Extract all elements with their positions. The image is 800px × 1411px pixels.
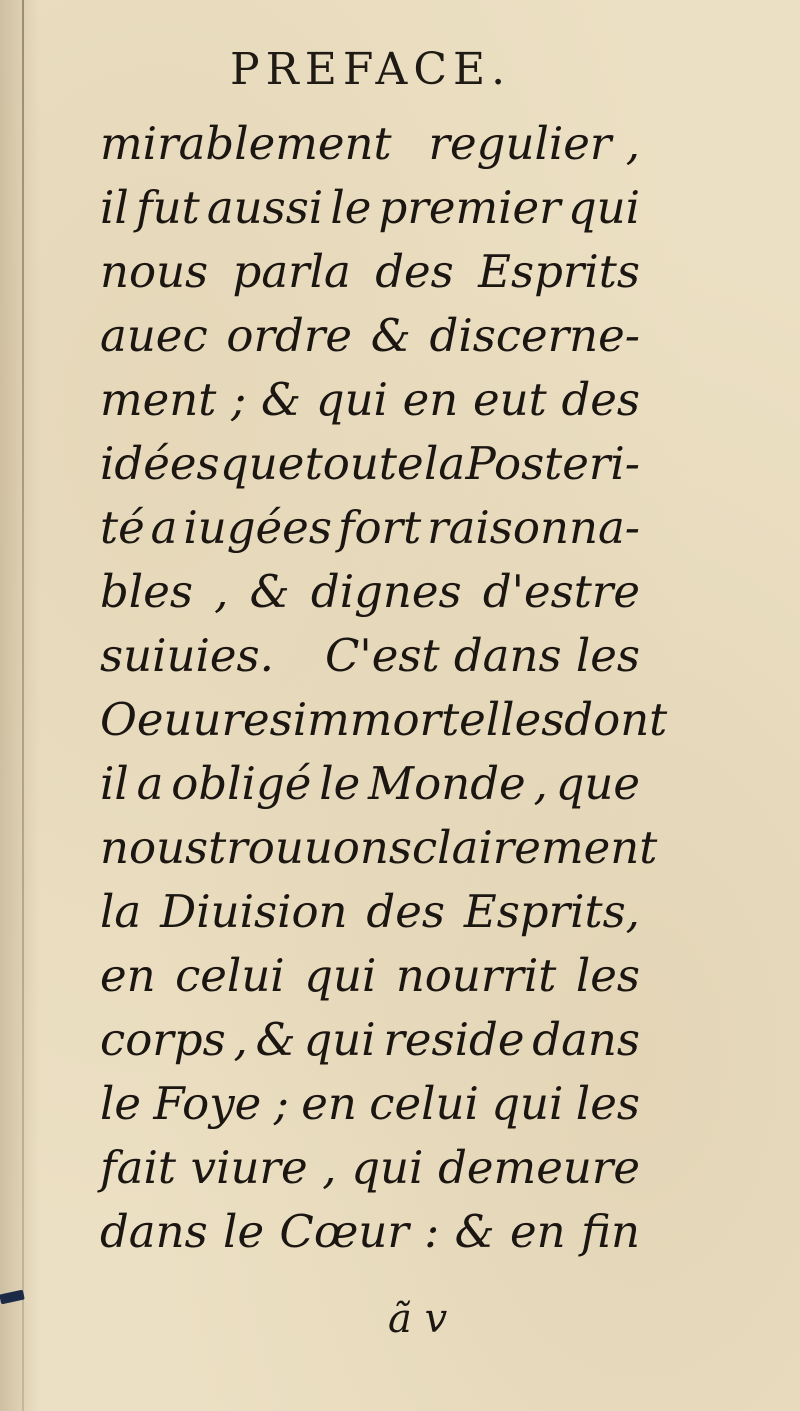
text-line-segment: C'est dans les bbox=[324, 629, 640, 682]
text-line bbox=[100, 496, 640, 560]
text-word: & bbox=[454, 1205, 495, 1258]
text-line bbox=[100, 368, 640, 432]
text-word: viure bbox=[190, 1141, 308, 1194]
text-word: nourrit bbox=[395, 949, 557, 1002]
text-word: & bbox=[255, 1013, 296, 1066]
text-word: ordre bbox=[226, 309, 352, 362]
text-word: que bbox=[555, 757, 640, 810]
text-word: , bbox=[233, 1013, 248, 1066]
text-line-segment: suiuies. bbox=[100, 629, 274, 682]
text-word: d'estre bbox=[482, 565, 640, 618]
text-line bbox=[100, 560, 640, 624]
text-word: nous bbox=[100, 821, 209, 874]
text-line bbox=[100, 1008, 640, 1072]
text-word: fort bbox=[337, 501, 422, 554]
text-line bbox=[100, 1136, 640, 1200]
text-word: a bbox=[136, 757, 164, 810]
text-word: reside bbox=[383, 1013, 525, 1066]
text-word: le bbox=[223, 1205, 265, 1258]
text-word: dans bbox=[100, 1205, 208, 1258]
text-word: qui bbox=[351, 1141, 424, 1194]
text-line bbox=[100, 112, 640, 176]
text-word: nous bbox=[100, 245, 209, 298]
text-word: qui bbox=[304, 949, 377, 1002]
text-word: Monde bbox=[368, 757, 526, 810]
text-word: auec bbox=[100, 309, 208, 362]
text-word: raisonna- bbox=[427, 501, 640, 554]
text-word: celui bbox=[175, 949, 285, 1002]
text-word: il bbox=[100, 757, 129, 810]
text-line bbox=[100, 816, 658, 880]
text-word: Oeuures bbox=[100, 693, 293, 746]
text-word: en bbox=[402, 373, 459, 426]
text-word: Diuision bbox=[160, 885, 348, 938]
text-word: parla bbox=[232, 245, 351, 298]
text-word: ; bbox=[273, 1077, 289, 1130]
text-line bbox=[100, 752, 640, 816]
text-word: qui bbox=[315, 373, 388, 426]
text-word: & bbox=[370, 309, 411, 362]
text-word: , bbox=[322, 1141, 337, 1194]
text-word: fin bbox=[581, 1205, 640, 1258]
text-word: trouuons bbox=[208, 821, 412, 874]
text-word: le bbox=[100, 1077, 142, 1130]
text-word: corps bbox=[100, 1013, 226, 1066]
text-word: dans bbox=[532, 1013, 640, 1066]
text-word: il bbox=[100, 181, 129, 234]
text-word: qui bbox=[303, 1013, 376, 1066]
text-word: : bbox=[424, 1205, 440, 1258]
text-word: Foye bbox=[153, 1077, 262, 1130]
text-word: immortelles bbox=[292, 693, 565, 746]
text-word: idées bbox=[100, 437, 220, 490]
text-line bbox=[100, 624, 640, 688]
text-line bbox=[100, 304, 640, 368]
text-word: obligé bbox=[171, 757, 312, 810]
text-word: ; bbox=[231, 373, 247, 426]
text-word: des bbox=[375, 245, 454, 298]
text-word: des bbox=[366, 885, 445, 938]
text-word: discerne- bbox=[429, 309, 640, 362]
text-word: demeure bbox=[438, 1141, 640, 1194]
text-word: ment bbox=[100, 373, 217, 426]
text-line bbox=[100, 176, 640, 240]
text-word: Esprits bbox=[478, 245, 640, 298]
text-word: celui bbox=[369, 1077, 479, 1130]
text-word: fait bbox=[100, 1141, 176, 1194]
text-word: & bbox=[260, 373, 302, 426]
text-word: la bbox=[100, 885, 142, 938]
text-word: clairement bbox=[411, 821, 658, 874]
text-word: toute bbox=[304, 437, 424, 490]
text-word: le bbox=[330, 181, 372, 234]
text-word: fut bbox=[135, 181, 200, 234]
text-word: dignes bbox=[310, 565, 462, 618]
text-word: dont bbox=[564, 693, 668, 746]
text-word: eut bbox=[473, 373, 547, 426]
text-word: qui bbox=[491, 1077, 564, 1130]
text-line bbox=[100, 432, 640, 496]
text-word: en bbox=[510, 1205, 566, 1258]
text-line bbox=[100, 688, 668, 752]
text-word: les bbox=[575, 1077, 640, 1130]
text-word: Cœur bbox=[279, 1205, 409, 1258]
text-word: Esprits, bbox=[463, 885, 640, 938]
body-text bbox=[100, 112, 668, 1264]
text-word: Posteri- bbox=[465, 437, 640, 490]
text-word: en bbox=[301, 1077, 357, 1130]
text-word: qui bbox=[567, 181, 640, 234]
text-word: , bbox=[533, 757, 548, 810]
text-line bbox=[100, 240, 640, 304]
text-word: que bbox=[219, 437, 305, 490]
text-word: premier bbox=[378, 181, 561, 234]
text-word: la bbox=[423, 437, 466, 490]
text-word: des bbox=[561, 373, 640, 426]
text-line-segment: regulier , bbox=[428, 117, 640, 170]
text-line bbox=[100, 880, 640, 944]
text-word: le bbox=[319, 757, 361, 810]
text-word: & bbox=[249, 565, 290, 618]
text-word: té bbox=[100, 501, 145, 554]
text-word: aussi bbox=[206, 181, 324, 234]
text-word: bles bbox=[100, 565, 193, 618]
text-line bbox=[100, 1200, 640, 1264]
text-line-segment: mirablement bbox=[100, 117, 392, 170]
text-line bbox=[100, 944, 640, 1008]
text-word: les bbox=[575, 949, 640, 1002]
text-word: a bbox=[150, 501, 178, 554]
text-word: en bbox=[100, 949, 156, 1002]
text-word: iugées bbox=[183, 501, 332, 554]
signature-mark: ã v bbox=[388, 1296, 448, 1342]
running-head: PREFACE. bbox=[230, 44, 512, 95]
text-word: , bbox=[214, 565, 229, 618]
binding-gutter bbox=[22, 0, 24, 1411]
text-line bbox=[100, 1072, 640, 1136]
